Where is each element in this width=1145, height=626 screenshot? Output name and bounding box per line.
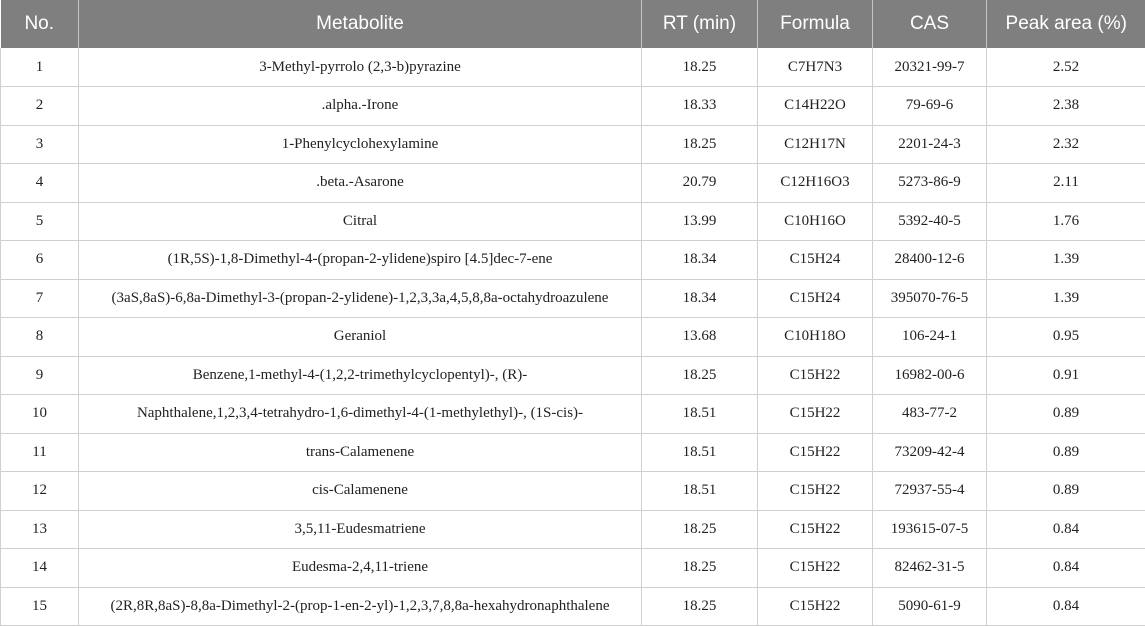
cell-peak-area: 0.89 <box>987 472 1145 511</box>
table-row <box>1 164 1145 203</box>
cell-formula: C15H22 <box>758 587 873 626</box>
cell-metabolite: .beta.-Asarone <box>79 164 642 203</box>
table-row <box>1 587 1145 626</box>
table-row <box>1 395 1145 434</box>
cell-metabolite: 3-Methyl-pyrrolo (2,3-b)pyrazine <box>79 48 642 87</box>
cell-rt: 18.33 <box>642 87 758 126</box>
cell-formula: C10H18O <box>758 318 873 357</box>
cell-formula: C12H16O3 <box>758 164 873 203</box>
cell-metabolite: (2R,8R,8aS)-8,8a-Dimethyl-2-(prop-1-en-2-yl)-1,2,3,7,8,8a-hexahydronaphthalene <box>79 587 642 626</box>
cell-formula: C15H22 <box>758 472 873 511</box>
table-row <box>1 472 1145 511</box>
cell-peak-area: 2.52 <box>987 48 1145 87</box>
cell-no: 13 <box>1 510 79 549</box>
cell-metabolite: 3,5,11-Eudesmatriene <box>79 510 642 549</box>
table-row <box>1 510 1145 549</box>
cell-formula: C15H22 <box>758 433 873 472</box>
cell-peak-area: 0.95 <box>987 318 1145 357</box>
cell-cas: 73209-42-4 <box>873 433 987 472</box>
cell-metabolite: Naphthalene,1,2,3,4-tetrahydro-1,6-dimethyl-4-(1-methylethyl)-, (1S-cis)- <box>79 395 642 434</box>
cell-formula: C15H22 <box>758 356 873 395</box>
cell-no: 6 <box>1 241 79 280</box>
table-row <box>1 318 1145 357</box>
cell-no: 5 <box>1 202 79 241</box>
table-row <box>1 241 1145 280</box>
cell-formula: C10H16O <box>758 202 873 241</box>
table-row <box>1 549 1145 588</box>
cell-rt: 18.51 <box>642 433 758 472</box>
cell-peak-area: 1.39 <box>987 241 1145 280</box>
cell-formula: C15H22 <box>758 395 873 434</box>
cell-no: 1 <box>1 48 79 87</box>
cell-peak-area: 0.84 <box>987 549 1145 588</box>
cell-no: 3 <box>1 125 79 164</box>
cell-peak-area: 1.39 <box>987 279 1145 318</box>
cell-rt: 18.25 <box>642 356 758 395</box>
cell-no: 10 <box>1 395 79 434</box>
cell-peak-area: 0.84 <box>987 510 1145 549</box>
cell-peak-area: 2.11 <box>987 164 1145 203</box>
cell-formula: C12H17N <box>758 125 873 164</box>
cell-formula: C15H22 <box>758 510 873 549</box>
cell-peak-area: 0.84 <box>987 587 1145 626</box>
cell-formula: C15H24 <box>758 241 873 280</box>
cell-metabolite: 1-Phenylcyclohexylamine <box>79 125 642 164</box>
cell-rt: 18.25 <box>642 125 758 164</box>
cell-cas: 5273-86-9 <box>873 164 987 203</box>
table-row <box>1 87 1145 126</box>
cell-rt: 20.79 <box>642 164 758 203</box>
cell-metabolite: trans-Calamenene <box>79 433 642 472</box>
cell-no: 2 <box>1 87 79 126</box>
cell-rt: 18.51 <box>642 472 758 511</box>
cell-metabolite: cis-Calamenene <box>79 472 642 511</box>
cell-peak-area: 0.89 <box>987 395 1145 434</box>
cell-peak-area: 1.76 <box>987 202 1145 241</box>
cell-rt: 18.34 <box>642 241 758 280</box>
cell-formula: C7H7N3 <box>758 48 873 87</box>
cell-metabolite: Eudesma-2,4,11-triene <box>79 549 642 588</box>
cell-cas: 193615-07-5 <box>873 510 987 549</box>
cell-peak-area: 0.91 <box>987 356 1145 395</box>
cell-no: 11 <box>1 433 79 472</box>
cell-metabolite: Benzene,1-methyl-4-(1,2,2-trimethylcyclopentyl)-, (R)- <box>79 356 642 395</box>
cell-metabolite: .alpha.-Irone <box>79 87 642 126</box>
cell-no: 4 <box>1 164 79 203</box>
cell-formula: C15H24 <box>758 279 873 318</box>
header-row <box>1 0 1145 48</box>
cell-cas: 5392-40-5 <box>873 202 987 241</box>
cell-formula: C15H22 <box>758 549 873 588</box>
cell-cas: 2201-24-3 <box>873 125 987 164</box>
cell-peak-area: 2.38 <box>987 87 1145 126</box>
table-row <box>1 356 1145 395</box>
cell-no: 9 <box>1 356 79 395</box>
cell-cas: 72937-55-4 <box>873 472 987 511</box>
cell-cas: 79-69-6 <box>873 87 987 126</box>
cell-cas: 28400-12-6 <box>873 241 987 280</box>
table-row <box>1 202 1145 241</box>
cell-cas: 5090-61-9 <box>873 587 987 626</box>
cell-metabolite: (1R,5S)-1,8-Dimethyl-4-(propan-2-ylidene)spiro [4.5]dec-7-ene <box>79 241 642 280</box>
header-metabolite: Metabolite <box>79 0 642 48</box>
cell-metabolite: Geraniol <box>79 318 642 357</box>
table-row <box>1 433 1145 472</box>
cell-cas: 20321-99-7 <box>873 48 987 87</box>
table-row <box>1 125 1145 164</box>
cell-cas: 395070-76-5 <box>873 279 987 318</box>
cell-cas: 106-24-1 <box>873 318 987 357</box>
cell-rt: 18.25 <box>642 549 758 588</box>
cell-metabolite: Citral <box>79 202 642 241</box>
table-row <box>1 279 1145 318</box>
cell-cas: 82462-31-5 <box>873 549 987 588</box>
header-rt: RT (min) <box>642 0 758 48</box>
cell-rt: 13.99 <box>642 202 758 241</box>
cell-rt: 13.68 <box>642 318 758 357</box>
cell-rt: 18.51 <box>642 395 758 434</box>
header-no: No. <box>1 0 79 48</box>
cell-no: 12 <box>1 472 79 511</box>
cell-rt: 18.25 <box>642 587 758 626</box>
header-peak-area: Peak area (%) <box>1005 13 1127 34</box>
header-formula: Formula <box>758 0 873 48</box>
table-body <box>1 48 1145 626</box>
cell-no: 8 <box>1 318 79 357</box>
cell-no: 15 <box>1 587 79 626</box>
table-row <box>1 48 1145 87</box>
cell-rt: 18.25 <box>642 510 758 549</box>
cell-rt: 18.25 <box>642 48 758 87</box>
cell-no: 7 <box>1 279 79 318</box>
cell-formula: C14H22O <box>758 87 873 126</box>
cell-rt: 18.34 <box>642 279 758 318</box>
header-cas: CAS <box>873 0 987 48</box>
cell-no: 14 <box>1 549 79 588</box>
cell-peak-area: 0.89 <box>987 433 1145 472</box>
cell-cas: 483-77-2 <box>873 395 987 434</box>
cell-cas: 16982-00-6 <box>873 356 987 395</box>
cell-peak-area: 2.32 <box>987 125 1145 164</box>
cell-metabolite: (3aS,8aS)-6,8a-Dimethyl-3-(propan-2-ylidene)-1,2,3,3a,4,5,8,8a-octahydroazulene <box>79 279 642 318</box>
table-header <box>1 0 1145 48</box>
